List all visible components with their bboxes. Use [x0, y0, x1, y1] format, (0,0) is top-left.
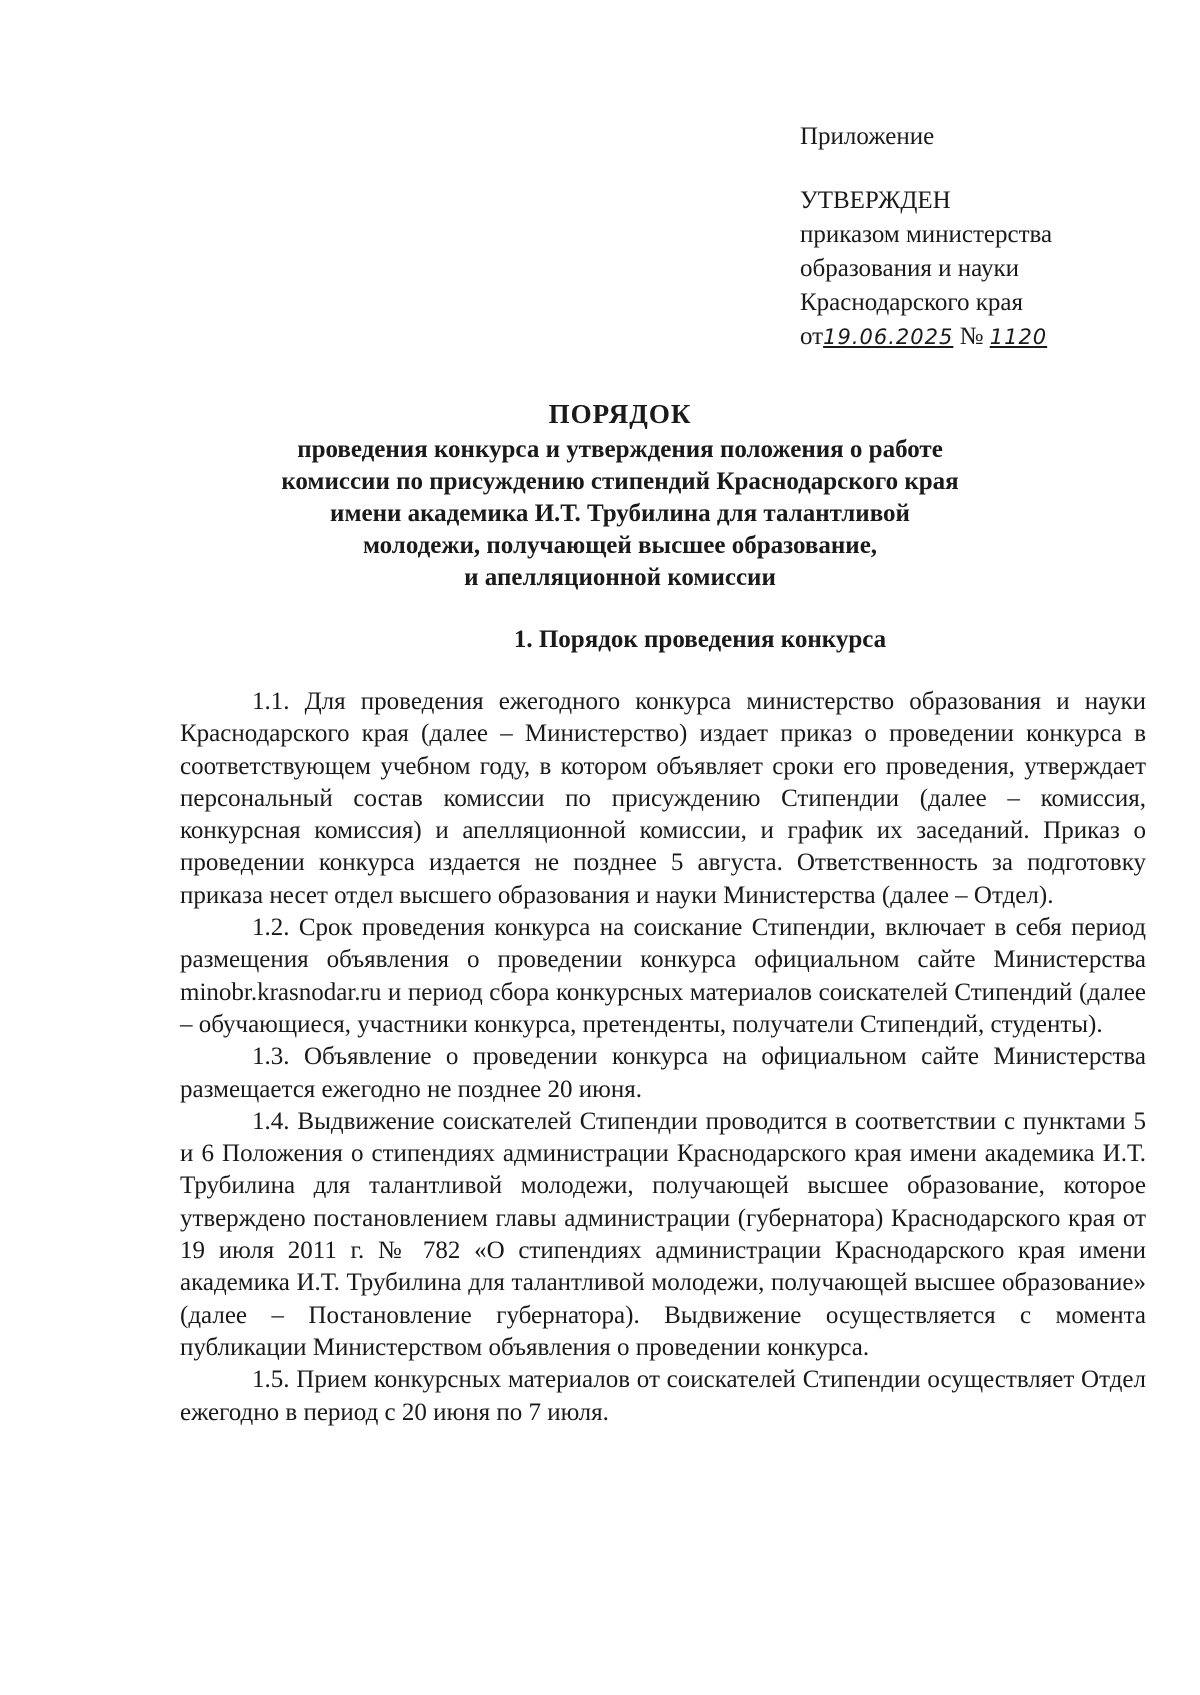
approval-line-2: образования и науки [800, 255, 1019, 282]
title-line: имени академика И.Т. Трубилина для талантливой [330, 500, 910, 527]
title-line: комиссии по присуждению стипендий Краснодарского края [281, 468, 959, 495]
section-1-body [180, 686, 1146, 1429]
approval-line-3: Краснодарского края [800, 289, 1023, 316]
appendix-label: Приложение [800, 123, 935, 150]
document-title-block [180, 398, 1060, 594]
paragraph-1-2: 1.2. Срок проведения конкурса на соискание Стипендии, включает в себя период размещения объявления о проведении конкурса официальном сайте Министерства minobr.krasnodar.ru и период сбора конкурсных материалов соискателей Стипендий (далее – обучающиеся, участники конкурса, претенденты, получатели Стипендий, студенты). [180, 914, 1146, 1038]
handwritten-date: 19.06.2025 [823, 325, 954, 349]
section-1-heading: 1. Порядок проведения конкурса [513, 626, 887, 653]
title-line: молодежи, получающей высшее образование, [362, 532, 878, 559]
handwritten-number: 1120 [989, 325, 1048, 349]
approved-label: УТВЕРЖДЕН [800, 187, 951, 214]
date-prefix: от [800, 323, 824, 350]
title-line: проведения конкурса и утверждения положения о работе [297, 436, 943, 463]
paragraph-1-3: 1.3. Объявление о проведении конкурса на официальном сайте Министерства размещается ежегодно не позднее 20 июня. [180, 1043, 1146, 1103]
number-prefix: № [959, 323, 984, 350]
approval-stamp-block [800, 120, 1160, 354]
approval-line-1: приказом министерства [800, 221, 1053, 248]
document-title: ПОРЯДОК [548, 399, 692, 429]
paragraph-1-5: 1.5. Прием конкурсных материалов от соискателей Стипендии осуществляет Отдел ежегодно в период с 20 июня по 7 июля. [180, 1366, 1146, 1426]
paragraph-1-1: 1.1. Для проведения ежегодного конкурса министерство образования и науки Краснодарского края (далее – Министерство) издает приказ о проведении конкурса в соответствующем учебном году, в котором объявляет сроки его проведения, утверждает персональный состав комиссии по присуждению Стипендии (далее – комиссия, конкурсная комиссия) и апелляционной комиссии, и график их заседаний. Приказ о проведении конкурса издается не позднее 5 августа. Ответственность за подготовку приказа несет отдел высшего образования и науки Министерства (далее – Отдел). [180, 688, 1146, 909]
title-line: и апелляционной комиссии [464, 564, 776, 591]
approval-date-line [800, 320, 1160, 354]
paragraph-1-4: 1.4. Выдвижение соискателей Стипендии проводится в соответствии с пунктами 5 и 6 Положения о стипендиях администрации Краснодарского края имени академика И.Т. Трубилина для талантливой молодежи, получающей высшее образование, которое утверждено постановлением главы администрации (губернатора) Краснодарского края от 19 июля 2011 г. № 782 «О стипендиях администрации Краснодарского края имени академика И.Т. Трубилина для талантливой молодежи, получающей высшее образование» (далее – Постановление губернатора). Выдвижение осуществляется с момента публикации Министерством объявления о проведении конкурса. [180, 1107, 1146, 1361]
